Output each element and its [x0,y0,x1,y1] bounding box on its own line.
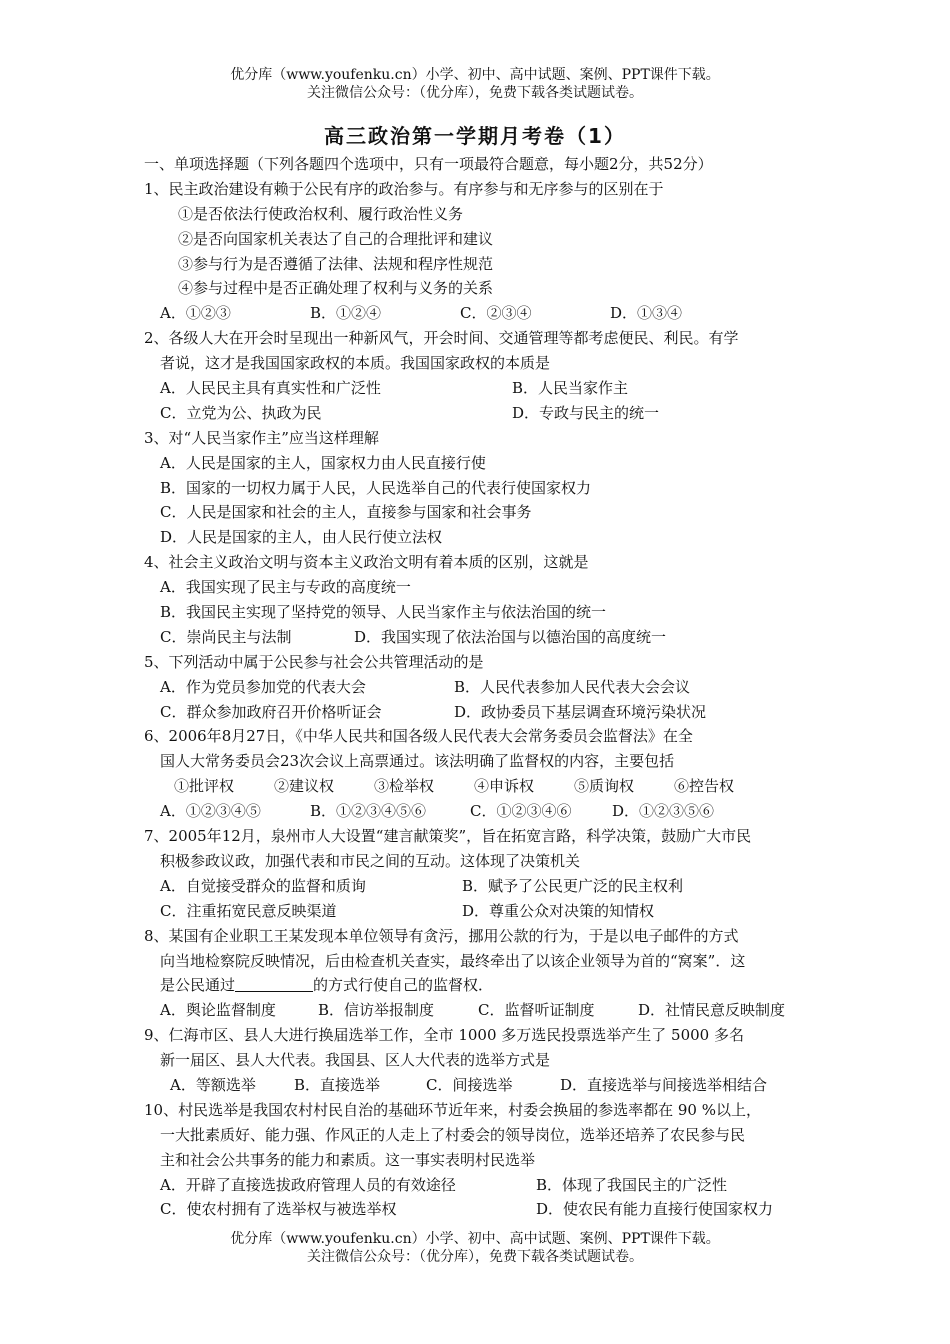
q2-options-row-1 [144,376,834,401]
q5-stem: 5、下列活动中属于公民参与社会公共管理活动的是 [144,652,484,671]
q6-item-1: ①批评权 [174,777,235,796]
header-line-1: 优分库（www.youfenku.cn）小学、初中、高中试题、案例、PPT课件下载。 [230,67,720,83]
section-heading: 一、单项选择题（下列各题四个选项中，只有一项最符合题意，每小题2分，共52分） [144,155,713,173]
q5-options-row-2 [144,700,834,725]
q2-option-a: A．人民民主具有真实性和广泛性 [160,379,381,398]
q3-stem: 3、对“人民当家作主”应当这样理解 [144,428,379,447]
q9-option-c: C．间接选举 [426,1075,513,1094]
q8-option-d: D．社情民意反映制度 [638,1001,786,1020]
q4-option-a: A．我国实现了民主与专政的高度统一 [160,578,411,597]
q4-stem: 4、社会主义政治文明与资本主义政治文明有着本质的区别，这就是 [144,553,589,572]
q10-stem-1: 10、村民选举是我国农村村民自治的基础环节近年来，村委会换届的参选率都在 90 %以上， [144,1100,761,1119]
q1-item-3: ③参与行为是否遵循了法律、法规和程序性规范 [178,254,494,273]
q6-items [144,774,834,799]
footer-line-1: 优分库（www.youfenku.cn）小学、初中、高中试题、案例、PPT课件下载。 [230,1231,720,1247]
q2-option-c: C．立党为公、执政为民 [160,403,322,422]
exam-body [144,152,834,1222]
q10-option-d: D．使农民有能力直接行使国家权力 [536,1200,774,1219]
q6-item-2: ②建议权 [274,777,335,796]
q8-stem-3 [144,973,834,998]
q2-option-b: B．人民当家作主 [512,379,629,398]
q1-option-d: D．①③④ [610,304,683,323]
q6-item-4: ④申诉权 [474,777,535,796]
q3-option-b: B．国家的一切权力属于人民，人民选举自己的代表行使国家权力 [160,478,592,497]
q1-options [144,301,834,326]
q10-options-row-2 [144,1197,834,1222]
q6-item-6: ⑥控告权 [674,777,735,796]
q7-options-row-1 [144,874,834,899]
q8-stem-2: 向当地检察院反映情况，后由检查机关查实，最终牵出了以该企业领导为首的“窝案”．这 [160,951,746,970]
q7-stem-1: 7、2005年12月，泉州市人大设置“建言献策奖”，旨在拓宽言路，科学决策，鼓励广大市民 [144,827,752,846]
q4-option-c: C．崇尚民主与法制 [160,627,292,646]
q5-option-c: C．群众参加政府召开价格听证会 [160,702,382,721]
q10-stem-3: 主和社会公共事务的能力和素质。这一事实表明村民选举 [160,1150,536,1169]
q6-stem-2: 国人大常务委员会23次会议上高票通过。该法明确了监督权的内容，主要包括 [160,752,675,771]
q7-option-a: A．自觉接受群众的监督和质询 [160,876,366,895]
q9-option-b: B．直接选举 [294,1075,381,1094]
q5-option-a: A．作为党员参加党的代表大会 [160,677,366,696]
q9-options [144,1073,834,1098]
q6-item-5: ⑤质询权 [574,777,635,796]
q6-option-c: C．①②③④⑥ [470,802,572,821]
q7-options-row-2 [144,899,834,924]
q2-stem-1: 2、各级人大在开会时呈现出一种新风气，开会时间、交通管理等都考虑便民、利民。有学 [144,329,739,348]
q10-option-a: A．开辟了直接选拔政府管理人员的有效途径 [160,1175,456,1194]
q8-option-c: C．监督听证制度 [478,1001,595,1020]
q6-option-d: D．①②③⑤⑥ [612,802,715,821]
q7-option-d: D．尊重公众对决策的知情权 [462,901,655,920]
q1-item-2: ②是否向国家机关表达了自己的合理批评和建议 [178,229,494,248]
q3-option-a: A．人民是国家的主人，国家权力由人民直接行使 [160,453,486,472]
q1-option-b: B．①②④ [310,304,382,323]
q9-option-d: D．直接选举与间接选举相结合 [560,1075,768,1094]
q10-stem-2: 一大批素质好、能力强、作风正的人走上了村委会的领导岗位，选举还培养了农民参与民 [160,1125,746,1144]
q9-option-a: A．等额选举 [170,1075,256,1094]
q6-option-b: B．①②③④⑤⑥ [310,802,427,821]
q10-options-row-1 [144,1173,834,1198]
q3-option-c: C．人民是国家和社会的主人，直接参与国家和社会事务 [160,503,532,522]
q9-stem-2: 新一届区、县人大代表。我国县、区人大代表的选举方式是 [160,1051,551,1070]
q1-item-4: ④参与过程中是否正确处理了权利与义务的关系 [178,279,494,298]
q8-stem-3-end: 的方式行使自己的监督权． [313,976,494,995]
q4-options-row-cd [144,625,834,650]
q6-options [144,799,834,824]
q10-option-c: C．使农村拥有了选举权与被选举权 [160,1200,397,1219]
q5-option-b: B．人民代表参加人民代表大会会议 [454,677,691,696]
q7-stem-2: 积极参政议政，加强代表和市民之间的互动。这体现了决策机关 [160,851,581,870]
exam-title: 高三政治第一学期月考卷（1） [324,124,626,148]
q8-option-b: B．信访举报制度 [318,1001,435,1020]
q1-item-1: ①是否依法行使政治权利、履行政治性义务 [178,204,464,223]
q4-option-b: B．我国民主实现了坚持党的领导、人民当家作主与依法治国的统一 [160,603,607,622]
q8-stem-3-start: 是公民通过 [160,976,236,995]
q9-stem-1: 9、仁海市区、县人大进行换届选举工作，全市 1000 多万选民投票选举产生了 5000 多名 [144,1026,744,1045]
q8-option-a: A．舆论监督制度 [160,1001,276,1020]
q1-option-a: A．①②③ [160,304,231,323]
q8-answer-blank [235,974,313,992]
page-header [0,66,950,102]
q6-stem-1: 6、2006年8月27日，《中华人民共和国各级人民代表大会常务委员会监督法》在全 [144,727,693,746]
q7-option-b: B．赋予了公民更广泛的民主权利 [462,876,684,895]
q1-stem: 1、民主政治建设有赖于公民有序的政治参与。有序参与和无序参与的区别在于 [144,179,664,198]
q6-option-a: A．①②③④⑤ [160,802,261,821]
q2-options-row-2 [144,401,834,426]
q8-options [144,998,834,1023]
q8-stem-1: 8、某国有企业职工王某发现本单位领导有贪污，挪用公款的行为，于是以电子邮件的方式 [144,926,739,945]
q1-option-c: C．②③④ [460,304,532,323]
q5-options-row-1 [144,675,834,700]
q6-item-3: ③检举权 [374,777,435,796]
q5-option-d: D．政协委员下基层调查环境污染状况 [454,702,707,721]
header-line-2: 关注微信公众号：（优分库），免费下载各类试题试卷。 [307,85,643,101]
q10-option-b: B．体现了我国民主的广泛性 [536,1175,728,1194]
q7-option-c: C．注重拓宽民意反映渠道 [160,901,337,920]
q2-stem-2: 者说，这才是我国国家政权的本质。我国国家政权的本质是 [160,354,551,373]
page-footer [0,1230,950,1266]
q4-option-d: D．我国实现了依法治国与以德治国的高度统一 [354,627,667,646]
footer-line-2: 关注微信公众号：（优分库），免费下载各类试题试卷。 [307,1249,643,1265]
q3-option-d: D．人民是国家的主人，由人民行使立法权 [160,528,443,547]
q2-option-d: D．专政与民主的统一 [512,403,660,422]
